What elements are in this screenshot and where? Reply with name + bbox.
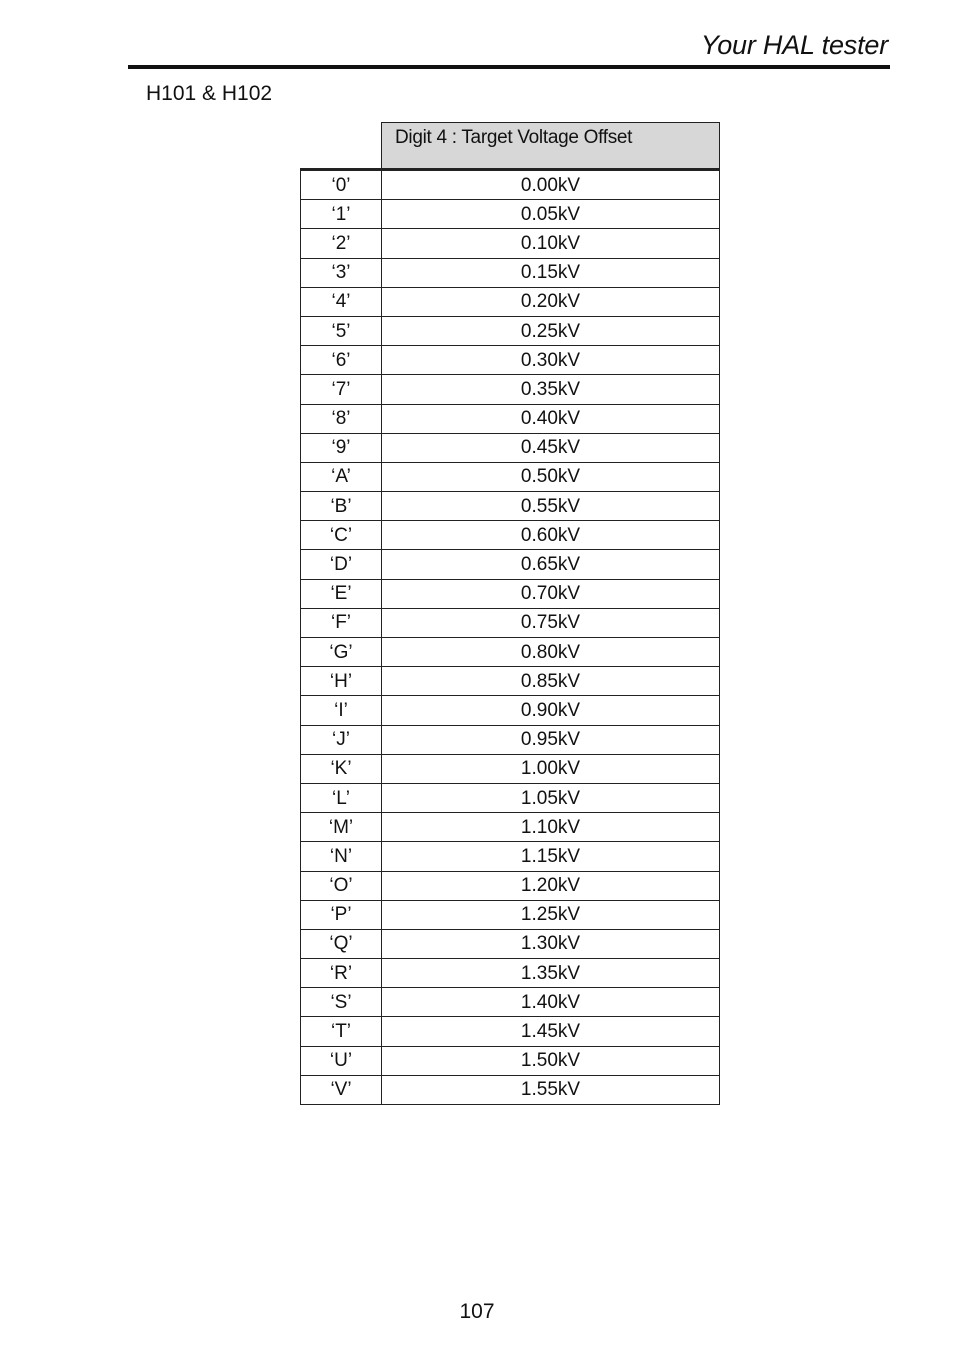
- table-row: [301, 725, 720, 754]
- voltage-cell: 1.00kV: [382, 754, 720, 783]
- voltage-cell: 1.20kV: [382, 871, 720, 900]
- code-cell: ‘N’: [301, 842, 382, 871]
- voltage-cell: 0.75kV: [382, 608, 720, 637]
- voltage-cell: 0.15kV: [382, 258, 720, 287]
- code-cell: ‘J’: [301, 725, 382, 754]
- code-cell: ‘8’: [301, 404, 382, 433]
- table-row: [301, 550, 720, 579]
- voltage-cell: 0.70kV: [382, 579, 720, 608]
- code-cell: ‘5’: [301, 316, 382, 345]
- code-cell: ‘R’: [301, 959, 382, 988]
- table-row: [301, 404, 720, 433]
- code-cell: ‘I’: [301, 696, 382, 725]
- voltage-cell: 0.40kV: [382, 404, 720, 433]
- page-header-title: Your HAL tester: [700, 30, 888, 60]
- table-row: [301, 929, 720, 958]
- code-cell: ‘C’: [301, 521, 382, 550]
- voltage-cell: 0.50kV: [382, 462, 720, 491]
- voltage-cell: 0.45kV: [382, 433, 720, 462]
- voltage-cell: 0.55kV: [382, 492, 720, 521]
- table-body: [301, 170, 720, 1105]
- table-row: [301, 229, 720, 258]
- table-row: [301, 696, 720, 725]
- table-row: [301, 988, 720, 1017]
- table-row: [301, 200, 720, 229]
- table-row: [301, 521, 720, 550]
- voltage-cell: 0.85kV: [382, 667, 720, 696]
- voltage-cell: 0.25kV: [382, 316, 720, 345]
- table-row: [301, 1017, 720, 1046]
- table-row: [301, 579, 720, 608]
- code-cell: ‘Q’: [301, 929, 382, 958]
- code-cell: ‘V’: [301, 1075, 382, 1104]
- table-row: [301, 346, 720, 375]
- voltage-cell: 0.20kV: [382, 287, 720, 316]
- table-row: [301, 842, 720, 871]
- code-cell: ‘S’: [301, 988, 382, 1017]
- table-row: [301, 813, 720, 842]
- voltage-cell: 0.30kV: [382, 346, 720, 375]
- code-cell: ‘D’: [301, 550, 382, 579]
- voltage-cell: 0.90kV: [382, 696, 720, 725]
- voltage-cell: 1.05kV: [382, 783, 720, 812]
- code-cell: ‘9’: [301, 433, 382, 462]
- table-row: [301, 667, 720, 696]
- table-row: [301, 959, 720, 988]
- voltage-cell: 1.40kV: [382, 988, 720, 1017]
- voltage-cell: 1.45kV: [382, 1017, 720, 1046]
- table-row: [301, 316, 720, 345]
- code-cell: ‘M’: [301, 813, 382, 842]
- table-row: [301, 1046, 720, 1075]
- model-label: H101 & H102: [146, 82, 273, 105]
- code-cell: ‘4’: [301, 287, 382, 316]
- code-cell: ‘A’: [301, 462, 382, 491]
- code-cell: ‘O’: [301, 871, 382, 900]
- voltage-cell: 1.35kV: [382, 959, 720, 988]
- page-number: 107: [459, 1300, 495, 1323]
- code-cell: ‘P’: [301, 900, 382, 929]
- code-cell: ‘H’: [301, 667, 382, 696]
- voltage-cell: 1.30kV: [382, 929, 720, 958]
- table-header-blank-cell: [301, 123, 382, 170]
- code-cell: ‘7’: [301, 375, 382, 404]
- voltage-cell: 1.25kV: [382, 900, 720, 929]
- voltage-cell: 0.35kV: [382, 375, 720, 404]
- table-row: [301, 170, 720, 200]
- voltage-cell: 1.50kV: [382, 1046, 720, 1075]
- table-row: [301, 258, 720, 287]
- header-rule: [128, 65, 890, 69]
- table-header-cell: Digit 4 : Target Voltage Offset: [382, 123, 720, 170]
- table-row: [301, 375, 720, 404]
- voltage-cell: 0.05kV: [382, 200, 720, 229]
- table-row: [301, 608, 720, 637]
- code-cell: ‘L’: [301, 783, 382, 812]
- table-row: [301, 754, 720, 783]
- code-cell: ‘F’: [301, 608, 382, 637]
- table-row: [301, 462, 720, 491]
- voltage-cell: 0.10kV: [382, 229, 720, 258]
- code-cell: ‘0’: [301, 170, 382, 200]
- code-cell: ‘3’: [301, 258, 382, 287]
- voltage-cell: 0.95kV: [382, 725, 720, 754]
- code-cell: ‘G’: [301, 638, 382, 667]
- voltage-cell: 1.15kV: [382, 842, 720, 871]
- table-row: [301, 287, 720, 316]
- voltage-cell: 1.10kV: [382, 813, 720, 842]
- code-cell: ‘U’: [301, 1046, 382, 1075]
- code-cell: ‘B’: [301, 492, 382, 521]
- table-header-row: [301, 123, 720, 170]
- code-cell: ‘K’: [301, 754, 382, 783]
- table-row: [301, 871, 720, 900]
- voltage-cell: 1.55kV: [382, 1075, 720, 1104]
- voltage-cell: 0.80kV: [382, 638, 720, 667]
- table-row: [301, 433, 720, 462]
- voltage-cell: 0.65kV: [382, 550, 720, 579]
- code-cell: ‘2’: [301, 229, 382, 258]
- voltage-cell: 0.60kV: [382, 521, 720, 550]
- code-cell: ‘6’: [301, 346, 382, 375]
- voltage-cell: 0.00kV: [382, 170, 720, 200]
- voltage-offset-table: [300, 122, 720, 1105]
- code-cell: ‘E’: [301, 579, 382, 608]
- code-cell: ‘T’: [301, 1017, 382, 1046]
- table-row: [301, 900, 720, 929]
- table-row: [301, 1075, 720, 1104]
- code-cell: ‘1’: [301, 200, 382, 229]
- table-row: [301, 492, 720, 521]
- table-row: [301, 638, 720, 667]
- table-row: [301, 783, 720, 812]
